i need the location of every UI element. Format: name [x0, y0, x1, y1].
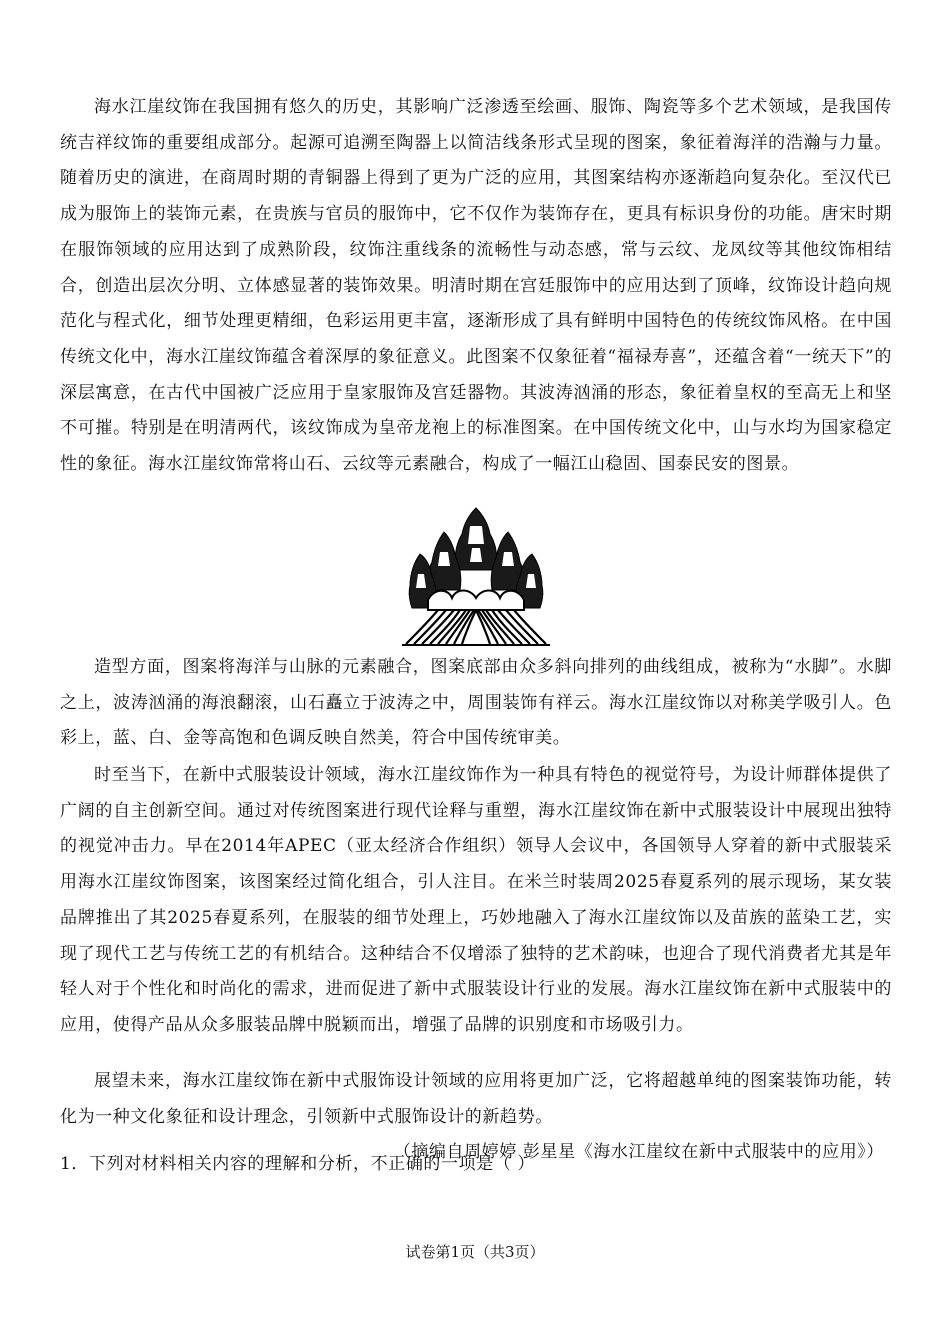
pattern-illustration	[398, 504, 554, 648]
paragraph-history: 海水江崖纹饰在我国拥有悠久的历史，其影响广泛渗透至绘画、服饰、陶瓷等多个艺术领域，是我国传统吉祥纹饰的重要组成部分。起源可追溯至陶器上以简洁线条形式呈现的图案，象征着海洋的浩瀚与力量。随着历史的演进，在商周时期的青铜器上得到了更为广泛的应用，其图案结构亦逐渐趋向复杂化。至汉代已成为服饰上的装饰元素，在贵族与官员的服饰中，它不仅作为装饰存在，更具有标识身份的功能。唐宋时期在服饰领域的应用达到了成熟阶段，纹饰注重线条的流畅性与动态感，常与云纹、龙凤纹等其他纹饰相结合，创造出层次分明、立体感显著的装饰效果。明清时期在宫廷服饰中的应用达到了顶峰，纹饰设计趋向规范化与程式化，细节处理更精细，色彩运用更丰富，逐渐形成了具有鲜明中国特色的传统纹饰风格。在中国传统文化中，海水江崖纹饰蕴含着深厚的象征意义。此图案不仅象征着“福禄寿喜”，还蕴含着“一统天下”的深层寓意，在古代中国被广泛应用于皇家服饰及宫廷器物。其波涛汹涌的形态，象征着皇权的至高无上和坚不可摧。特别是在明清两代，该纹饰成为皇帝龙袍上的标准图案。在中国传统文化中，山与水均为国家稳定性的象征。海水江崖纹饰常将山石、云纹等元素融合，构成了一幅江山稳固、国泰民安的图景。	[60, 97, 892, 475]
paragraph-outlook: 展望未来，海水江崖纹饰在新中式服饰设计领域的应用将更加广泛，它将超越单纯的图案装饰功能，转化为一种文化象征和设计理念，引领新中式服饰设计的新趋势。	[60, 1071, 892, 1127]
page-footer: 试卷第1页（共3页）	[405, 1243, 545, 1261]
sea-wave-cliff-pattern-icon	[398, 504, 554, 648]
paragraph-form: 造型方面，图案将海洋与山脉的元素融合，图案底部由众多斜向排列的曲线组成，被称为“水脚”。水脚之上，波涛汹涌的海浪翻滚，山石矗立于波涛之中，周围装饰有祥云。海水江崖纹饰以对称美学吸引人。色彩上，蓝、白、金等高饱和色调反映自然美，符合中国传统审美。	[60, 657, 892, 749]
source-citation: （摘编自周婷婷 彭星星《海水江崖纹在新中式服装中的应用》）	[393, 1142, 884, 1162]
question-1: 1．下列对材料相关内容的理解和分析，不正确的一项是（ ）	[60, 1154, 536, 1174]
paragraph-modern-use: 时至当下，在新中式服装设计领域，海水江崖纹饰作为一种具有特色的视觉符号，为设计师群体提供了广阔的自主创新空间。通过对传统图案进行现代诠释与重塑，海水江崖纹饰在新中式服装设计中展现出独特的视觉冲击力。早在2014年APEC（亚太经济合作组织）领导人会议中，各国领导人穿着的新中式服装采用海水江崖纹饰图案，该图案经过简化组合，引人注目。在米兰时装周2025春夏系列的展示现场，某女装品牌推出了其2025春夏系列，在服装的细节处理上，巧妙地融入了海水江崖纹饰以及苗族的蓝染工艺，实现了现代工艺与传统工艺的有机结合。这种结合不仅增添了独特的艺术韵味，也迎合了现代消费者尤其是年轻人对于个性化和时尚化的需求，进而促进了新中式服装设计行业的发展。海水江崖纹饰在新中式服装中的应用，使得产品从众多服装品牌中脱颖而出，增强了品牌的识别度和市场吸引力。	[60, 765, 892, 1035]
